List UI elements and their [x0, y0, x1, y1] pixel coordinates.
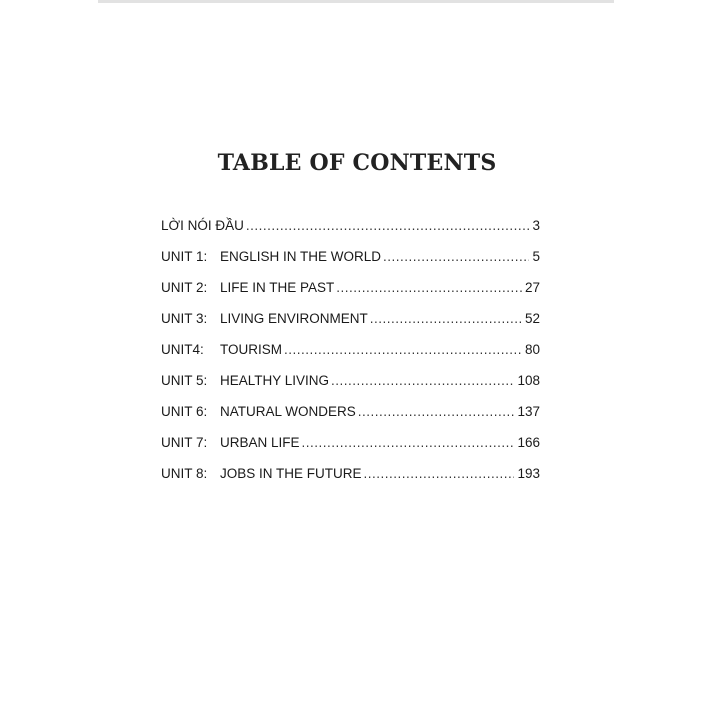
toc-dot-leader [302, 433, 515, 453]
toc-dot-leader [246, 216, 530, 236]
toc-dot-leader [358, 402, 515, 422]
toc-unit-label: UNIT 6: [161, 404, 208, 419]
page-title: TABLE OF CONTENTS [217, 150, 497, 176]
toc-unit-label: UNIT4: [161, 342, 204, 357]
toc-entry-unit-2[interactable] [161, 278, 540, 309]
toc-entry-title: ENGLISH IN THE WORLD [220, 249, 382, 264]
toc-unit-label: UNIT 7: [161, 435, 208, 450]
toc-page-number: 52 [524, 311, 540, 326]
toc-page-number: 108 [517, 373, 540, 388]
toc-dot-leader [331, 371, 514, 391]
page-top-edge [98, 0, 614, 3]
toc-entry-preface[interactable] [161, 216, 540, 247]
table-of-contents [161, 216, 540, 495]
toc-entry-title: URBAN LIFE [220, 435, 300, 450]
toc-entry-title: TOURISM [220, 342, 283, 357]
toc-unit-label: UNIT 8: [161, 466, 208, 481]
toc-page-number: 80 [524, 342, 540, 357]
toc-dot-leader [364, 464, 515, 484]
toc-dot-leader [370, 309, 522, 329]
toc-unit-label: UNIT 1: [161, 249, 208, 264]
toc-dot-leader [336, 278, 522, 298]
toc-entry-unit-8[interactable] [161, 464, 540, 495]
toc-entry-unit-3[interactable] [161, 309, 540, 340]
toc-entry-title: HEALTHY LIVING [220, 373, 330, 388]
toc-entry-unit-6[interactable] [161, 402, 540, 433]
toc-entry-unit-5[interactable] [161, 371, 540, 402]
toc-unit-label: UNIT 2: [161, 280, 208, 295]
toc-page-number: 166 [517, 435, 540, 450]
toc-dot-leader [383, 247, 529, 267]
toc-entry-title: NATURAL WONDERS [220, 404, 356, 419]
toc-page-number: 193 [517, 466, 540, 481]
toc-entry-title: LIVING ENVIRONMENT [220, 311, 368, 326]
toc-entry-title: LỜI NÓI ĐẦU [161, 218, 244, 233]
toc-entry-title: JOBS IN THE FUTURE [220, 466, 362, 481]
toc-page-number: 137 [517, 404, 540, 419]
toc-entry-unit-1[interactable] [161, 247, 540, 278]
toc-page-number: 27 [524, 280, 540, 295]
toc-unit-label: UNIT 3: [161, 311, 208, 326]
toc-entry-unit-4[interactable] [161, 340, 540, 371]
toc-entry-unit-7[interactable] [161, 433, 540, 464]
toc-dot-leader [284, 340, 522, 360]
toc-entry-title: LIFE IN THE PAST [220, 280, 335, 295]
toc-unit-label: UNIT 5: [161, 373, 208, 388]
toc-page-number: 5 [532, 249, 540, 264]
toc-page-number: 3 [532, 218, 540, 233]
